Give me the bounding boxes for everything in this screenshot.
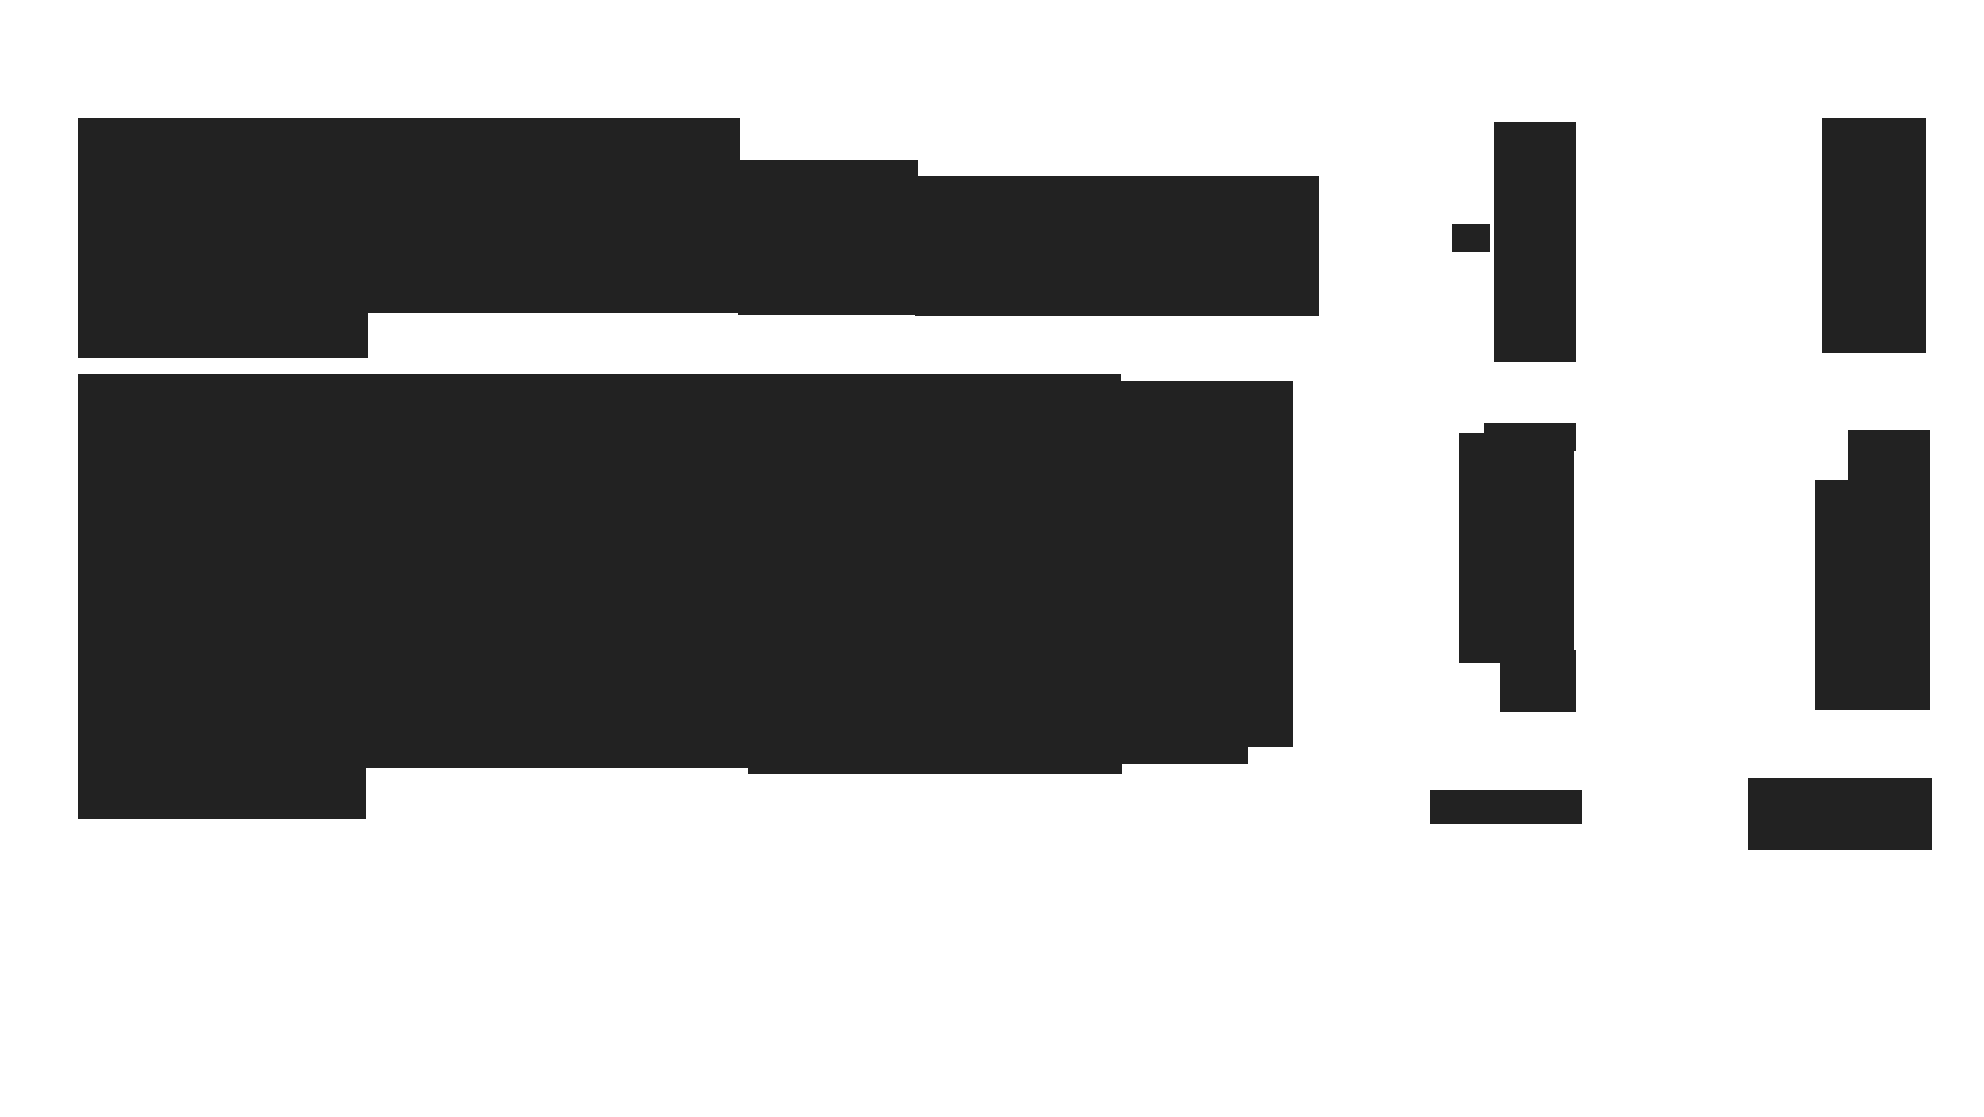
block-upper-right-dash (1452, 224, 1490, 252)
block-mid-right-col-a-foot (1500, 650, 1576, 712)
block-upper-right-tall (1494, 122, 1576, 362)
block-mid-right-col-b (1815, 480, 1930, 710)
block-top-far-right-bar (915, 176, 1319, 316)
block-mid-right-col-a (1459, 433, 1574, 663)
block-top-mid-bar (365, 118, 740, 313)
block-mid-right-col-a-top (1484, 423, 1576, 451)
block-top-right-bar (738, 160, 918, 315)
block-main-right-mid (748, 748, 1122, 774)
block-mid-right-col-b-top (1848, 430, 1930, 488)
block-main-right-upper (1118, 381, 1293, 747)
block-main-center-lower (364, 740, 749, 768)
block-main-center-large (364, 374, 1121, 754)
block-bottom-far-right (1748, 778, 1932, 850)
block-bottom-right-small (1430, 790, 1582, 824)
block-top-left-large (78, 118, 368, 358)
block-upper-far-right-tall (1822, 118, 1926, 353)
block-main-left-large (78, 374, 366, 819)
block-main-right-tab (1118, 734, 1248, 764)
